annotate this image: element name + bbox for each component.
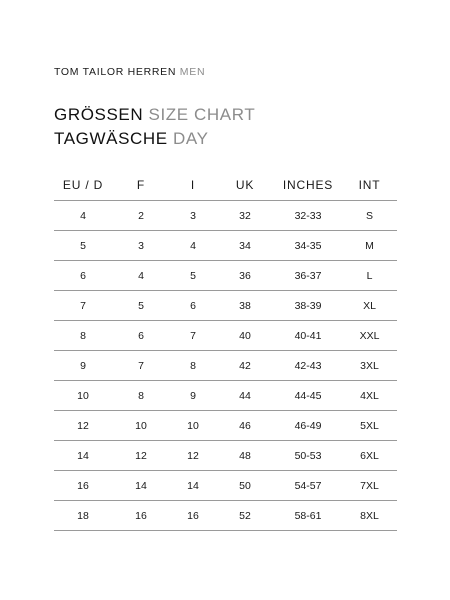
table-cell-eu-d: 7 xyxy=(54,291,112,321)
brand-category: MEN xyxy=(179,66,206,78)
table-cell-uk: 36 xyxy=(216,261,274,291)
title-size-chart xyxy=(54,106,255,123)
title-day-wear-de: TAGWÄSCHE xyxy=(54,129,168,148)
column-header-eu-d: EU / D xyxy=(54,170,112,201)
table-cell-eu-d: 18 xyxy=(54,501,112,531)
table-cell-inches: 58-61 xyxy=(274,501,342,531)
column-header-inches: INCHES xyxy=(274,170,342,201)
table-cell-int: 8XL xyxy=(342,501,397,531)
table-cell-inches: 46-49 xyxy=(274,411,342,441)
table-cell-i: 4 xyxy=(170,231,216,261)
table-cell-f: 6 xyxy=(112,321,170,351)
title-day-wear-en: DAY xyxy=(173,129,209,148)
brand-line xyxy=(54,66,205,78)
table-cell-f: 8 xyxy=(112,381,170,411)
table-cell-uk: 40 xyxy=(216,321,274,351)
table-cell-uk: 52 xyxy=(216,501,274,531)
column-header-int: INT xyxy=(342,170,397,201)
table-cell-inches: 38-39 xyxy=(274,291,342,321)
table-cell-f: 3 xyxy=(112,231,170,261)
table-cell-inches: 50-53 xyxy=(274,441,342,471)
table-cell-i: 3 xyxy=(170,201,216,231)
table-cell-uk: 34 xyxy=(216,231,274,261)
table-cell-inches: 40-41 xyxy=(274,321,342,351)
column-header-f: F xyxy=(112,170,170,201)
table-cell-eu-d: 14 xyxy=(54,441,112,471)
table-cell-eu-d: 12 xyxy=(54,411,112,441)
table-cell-eu-d: 9 xyxy=(54,351,112,381)
table-body xyxy=(54,201,397,531)
table-cell-inches: 42-43 xyxy=(274,351,342,381)
table-cell-uk: 46 xyxy=(216,411,274,441)
table-cell-f: 5 xyxy=(112,291,170,321)
table-cell-int: 5XL xyxy=(342,411,397,441)
title-size-chart-en: SIZE CHART xyxy=(148,105,256,124)
table-cell-f: 4 xyxy=(112,261,170,291)
table-header-row xyxy=(54,170,397,201)
table-cell-uk: 32 xyxy=(216,201,274,231)
table-cell-f: 2 xyxy=(112,201,170,231)
table-row xyxy=(54,291,397,321)
table-cell-i: 16 xyxy=(170,501,216,531)
table-row xyxy=(54,261,397,291)
table-cell-uk: 44 xyxy=(216,381,274,411)
table-cell-f: 10 xyxy=(112,411,170,441)
table-row xyxy=(54,321,397,351)
table-cell-int: L xyxy=(342,261,397,291)
table-row xyxy=(54,471,397,501)
brand-name: TOM TAILOR HERREN xyxy=(54,66,177,78)
title-day-wear xyxy=(54,130,209,147)
table-cell-f: 14 xyxy=(112,471,170,501)
table-cell-eu-d: 5 xyxy=(54,231,112,261)
table-cell-eu-d: 10 xyxy=(54,381,112,411)
table-cell-int: S xyxy=(342,201,397,231)
table-cell-inches: 36-37 xyxy=(274,261,342,291)
column-header-uk: UK xyxy=(216,170,274,201)
table-cell-i: 5 xyxy=(170,261,216,291)
table-cell-i: 8 xyxy=(170,351,216,381)
table-cell-inches: 54-57 xyxy=(274,471,342,501)
table-cell-int: 6XL xyxy=(342,441,397,471)
size-table xyxy=(54,170,397,531)
table-cell-uk: 50 xyxy=(216,471,274,501)
title-size-chart-de: GRÖSSEN xyxy=(54,105,144,124)
table-row xyxy=(54,411,397,441)
table-cell-i: 10 xyxy=(170,411,216,441)
table-cell-int: 3XL xyxy=(342,351,397,381)
table-cell-i: 7 xyxy=(170,321,216,351)
table-cell-i: 6 xyxy=(170,291,216,321)
table-cell-uk: 42 xyxy=(216,351,274,381)
table-cell-eu-d: 16 xyxy=(54,471,112,501)
table-cell-f: 7 xyxy=(112,351,170,381)
table-cell-inches: 34-35 xyxy=(274,231,342,261)
table-cell-eu-d: 8 xyxy=(54,321,112,351)
table-cell-i: 14 xyxy=(170,471,216,501)
table-cell-f: 16 xyxy=(112,501,170,531)
table-cell-int: XL xyxy=(342,291,397,321)
table-cell-eu-d: 4 xyxy=(54,201,112,231)
column-header-i: I xyxy=(170,170,216,201)
table-cell-inches: 32-33 xyxy=(274,201,342,231)
table-cell-uk: 48 xyxy=(216,441,274,471)
table-row xyxy=(54,381,397,411)
table-cell-int: 4XL xyxy=(342,381,397,411)
table-cell-i: 9 xyxy=(170,381,216,411)
table-cell-f: 12 xyxy=(112,441,170,471)
table-row xyxy=(54,231,397,261)
table-row xyxy=(54,201,397,231)
table-cell-i: 12 xyxy=(170,441,216,471)
table-row xyxy=(54,501,397,531)
table-row xyxy=(54,441,397,471)
table-cell-int: XXL xyxy=(342,321,397,351)
table-cell-uk: 38 xyxy=(216,291,274,321)
table-row xyxy=(54,351,397,381)
table-cell-eu-d: 6 xyxy=(54,261,112,291)
table-cell-inches: 44-45 xyxy=(274,381,342,411)
table-cell-int: M xyxy=(342,231,397,261)
table-cell-int: 7XL xyxy=(342,471,397,501)
